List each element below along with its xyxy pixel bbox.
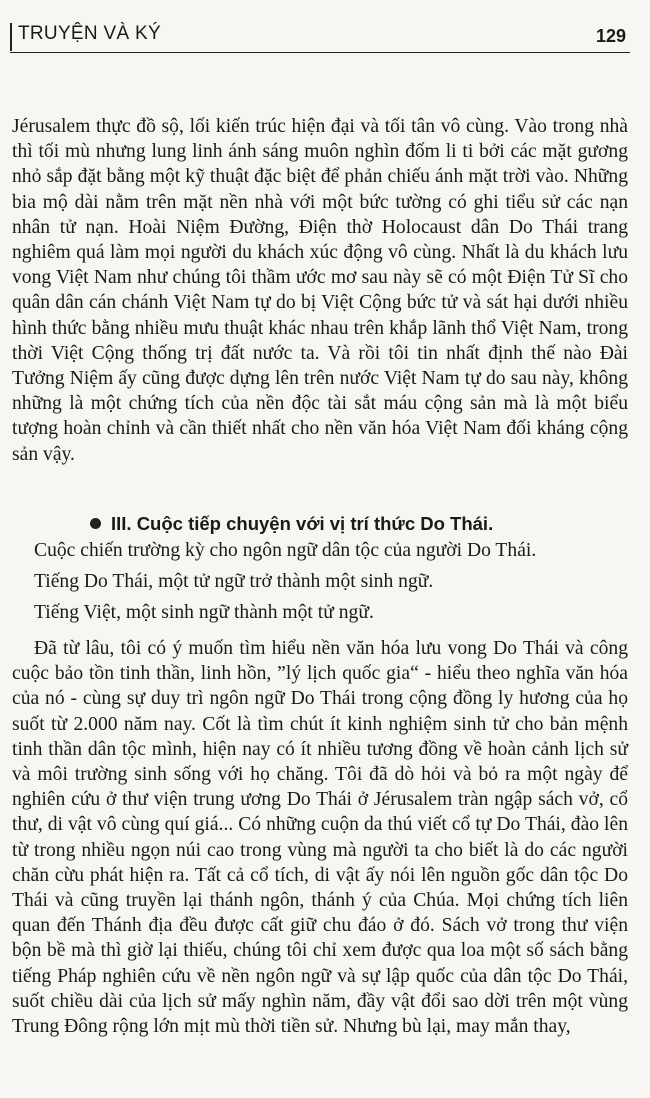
intro-paragraph: Jérusalem thực đồ sộ, lối kiến trúc hiện đại và tối tân vô cùng. Vào trong nhà thì tối mù nhưng lung linh ánh sáng muôn nghìn đốm li ti bởi các mặt gương nhỏ sắp đặt bằng một kỹ thuật đặc biệt để phản chiếu ánh mặt trời vào. Những bia mộ dài nằm trên mặt nền nhà với một bức tường có ghi tiểu sử các nạn nhân tử nạn. Hoài Niệm Đường, Điện thờ Holocaust dân Do Thái trang nghiêm quá làm mọi người du khách xúc động vô cùng. Nhất là du khách lưu vong Việt Nam như chúng tôi thầm ước mơ sau này sẽ có một Điện Tử Sĩ cho quân dân cán chánh Việt Nam tự do bị Việt Cộng bức tử và sát hại dưới nhiều hình thức bằng nhiều mưu thuật khác nhau trên khắp lãnh thổ Việt Nam, trong thời Việt Cộng thống trị đất nước ta. Và rồi tôi tin nhất định thế nào Đài Tưởng Niệm ấy cũng được dựng lên trên nước Việt Nam tự do sau này, không những là một chứng tích của nền độc tài sắt máu cộng sản mà là một biểu tượng hoàn chỉnh và cần thiết nhất cho nền văn hóa Việt Nam đối kháng cộng sản vậy. bbox=[12, 116, 628, 465]
running-title: TRUYỆN VÀ KÝ bbox=[18, 23, 161, 44]
bullet-icon bbox=[90, 518, 101, 529]
epigraph-line-3: Tiếng Việt, một sinh ngữ thành một tử ngữ. bbox=[34, 602, 374, 623]
section-heading-text: III. Cuộc tiếp chuyện với vị trí thức Do Thái. bbox=[111, 513, 494, 534]
section-heading bbox=[90, 513, 493, 535]
header-left-rule bbox=[10, 23, 12, 51]
epigraph-line-1: Cuộc chiến trường kỳ cho ngôn ngữ dân tộc của người Do Thái. bbox=[34, 540, 537, 561]
main-paragraph: Đã từ lâu, tôi có ý muốn tìm hiểu nền văn hóa lưu vong Do Thái và công cuộc bảo tồn tinh thần, linh hồn, ”lý lịch quốc gia“ - hiểu theo nghĩa văn hóa của nó - cùng sự duy trì ngôn ngữ Do Thái trong cộng đồng ly hương của họ suốt từ 2.000 năm nay. Cốt là tìm chút ít kinh nghiệm sinh tử cho bản mệnh tinh thần dân tộc mình, hiện nay có ít nhiều tương đồng về hoàn cảnh lịch sử và môi trường sinh sống với họ chăng. Tôi đã dò hỏi và bỏ ra một ngày để nghiên cứu ở thư viện trung ương Do Thái ở Jérusalem tràn ngập sách vở, cổ thư, di vật vô cùng quí giá... Có những cuộn da thú viết cổ tự Do Thái, đào lên từ trong nhiều ngọn núi cao trong vùng mà người ta cho biết là do các người chăn cừu phát hiện ra. Tất cả cổ tích, di vật ấy nói lên nguồn gốc dân tộc Do Thái và cũng truyền lại thánh ngôn, thánh ý của Chúa. Mọi chứng tích liên quan đến Thánh địa đều được cất giữ chu đáo ở đó. Sách vở trong thư viện bộn bề mà thì giờ lại thiếu, chúng tôi chỉ xem được qua loa một số sách bằng tiếng Pháp nghiên cứu về nền ngôn ngữ và sự lập quốc của dân tộc Do Thái, suốt chiều dài của lịch sử mấy nghìn năm, đầy vật đổi sao dời trên một vùng Trung Đông rộng lớn mịt mù thời tiền sử. Nhưng bù lại, may mắn thay, bbox=[12, 638, 628, 1038]
epigraph-line-2: Tiếng Do Thái, một tử ngữ trở thành một sinh ngữ. bbox=[34, 571, 434, 592]
page-number: 129 bbox=[595, 26, 626, 46]
running-header bbox=[10, 20, 630, 53]
